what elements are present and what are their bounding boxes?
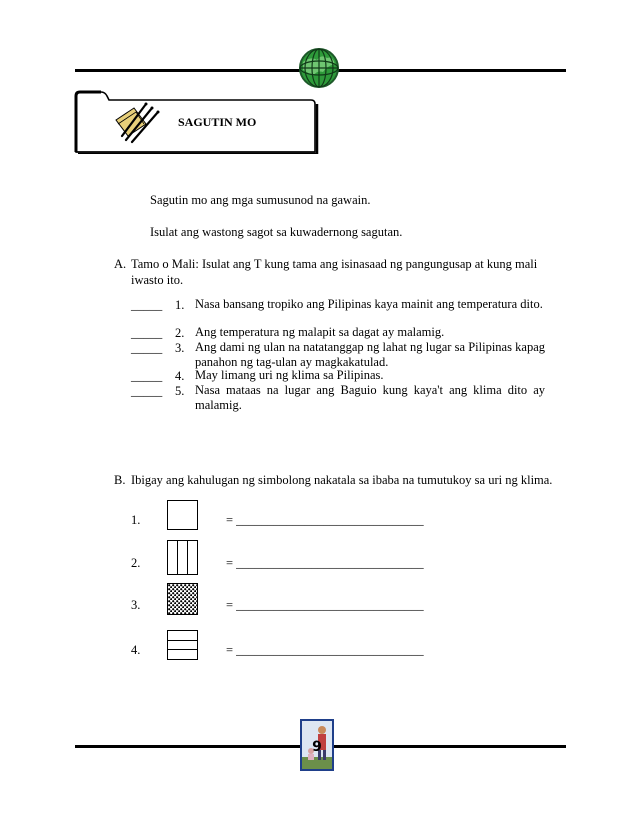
symbol-number-1: 1. [131, 513, 141, 527]
section-a-letter: A. [114, 257, 127, 271]
answer-blank-4: _____ [131, 369, 163, 383]
globe-icon [297, 46, 341, 90]
answer-line-1: = ______________________________ [226, 513, 424, 527]
dotted-square-symbol [167, 583, 198, 615]
answer-line-3: = ______________________________ [226, 598, 424, 612]
symbol-number-2: 2. [131, 556, 141, 570]
item-text-5: Nasa mataas na lugar ang Baguio kung kaya't ang klima dito ay malamig. [195, 383, 545, 412]
section-a-text-line2: iwasto ito. [131, 273, 184, 287]
answer-line-2: = ______________________________ [226, 556, 424, 570]
item-number-2: 2. [175, 326, 185, 340]
symbol-number-3: 3. [131, 598, 141, 612]
answer-blank-3: _____ [131, 341, 163, 355]
item-number-3: 3. [175, 341, 185, 355]
symbol-number-4: 4. [131, 643, 141, 657]
answer-blank-5: _____ [131, 384, 163, 398]
answer-line-4: = ______________________________ [226, 643, 424, 657]
section-b-letter: B. [114, 473, 126, 487]
page-number: 9 [312, 739, 322, 755]
item-text-2: Ang temperatura ng malapit sa dagat ay malamig. [195, 325, 445, 339]
item-text-3: Ang dami ng ulan na natatanggap ng lahat ng lugar sa Pilipinas kapag panahon ng tag-ulan ay magkakatulad. [195, 340, 545, 369]
item-number-1: 1. [175, 298, 185, 312]
pencils-icon [112, 102, 160, 144]
vertical-lines-square-symbol [167, 540, 198, 575]
item-number-5: 5. [175, 384, 185, 398]
item-text-1: Nasa bansang tropiko ang Pilipinas kaya mainit ang temperatura dito. [195, 297, 543, 311]
empty-square-symbol [167, 500, 198, 530]
answer-blank-2: _____ [131, 326, 163, 340]
item-text-4: May limang uri ng klima sa Pilipinas. [195, 368, 384, 382]
horizontal-lines-square-symbol [167, 630, 198, 660]
header-title: SAGUTIN MO [178, 115, 257, 129]
item-number-4: 4. [175, 369, 185, 383]
page-number-badge [300, 719, 334, 771]
section-b-text: Ibigay ang kahulugan ng simbolong nakatala sa ibaba na tumutukoy sa uri ng klima. [131, 473, 553, 487]
answer-blank-1: _____ [131, 298, 163, 312]
instruction-2: Isulat ang wastong sagot sa kuwadernong sagutan. [150, 225, 403, 239]
instruction-1: Sagutin mo ang mga sumusunod na gawain. [150, 193, 371, 207]
section-a-text-line1: Tamo o Mali: Isulat ang T kung tama ang isinasaad ng pangungusap at kung mali [131, 257, 538, 271]
